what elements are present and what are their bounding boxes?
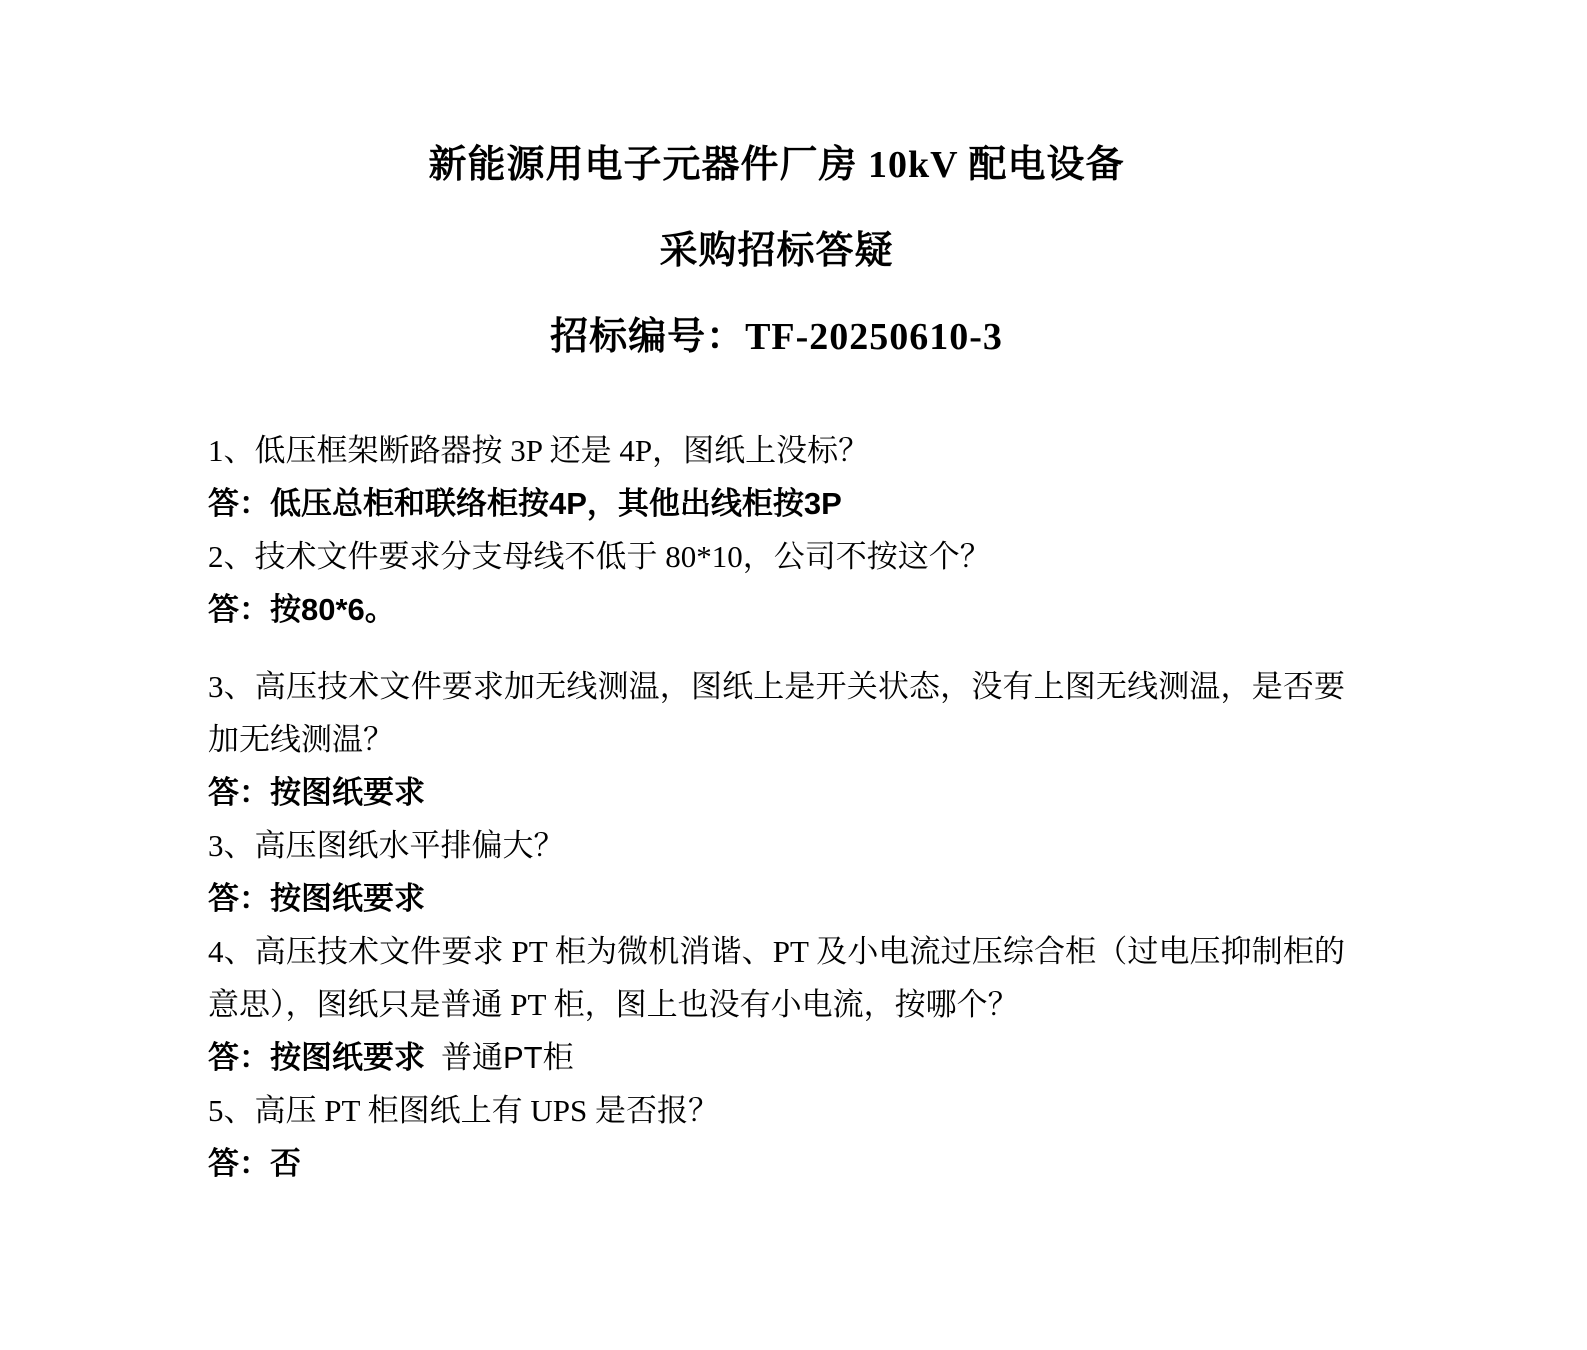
- qa-item-4: [208, 819, 1345, 925]
- document-title: 新能源用电子元器件厂房 10kV 配电设备: [428, 144, 1125, 186]
- answer-suffix: 普通PT柜: [441, 1040, 574, 1075]
- answer-main: 答：低压总柜和联络柜按4P，其他出线柜按3P: [208, 486, 842, 521]
- question-text: 3、高压技术文件要求加无线测温，图纸上是开关状态，没有上图无线测温，是否要加无线测温？: [208, 669, 1345, 757]
- answer-main: 答：按80*6。: [208, 592, 396, 627]
- answer-main: 答：按图纸要求: [208, 775, 425, 810]
- answer-text: [208, 1031, 1345, 1084]
- qa-item-3: [208, 660, 1345, 819]
- answer-text: [208, 872, 1345, 925]
- question-text: 2、技术文件要求分支母线不低于 80*10，公司不按这个？: [208, 539, 991, 574]
- answer-text: [208, 766, 1345, 819]
- question-text: 1、低压框架断路器按 3P 还是 4P，图纸上没标？: [208, 433, 870, 468]
- qa-section: [208, 424, 1345, 1190]
- bid-number: 招标编号：TF-20250610-3: [550, 316, 1003, 358]
- answer-text: [208, 1137, 1345, 1190]
- document-header: [208, 140, 1345, 362]
- qa-item-6: [208, 1084, 1345, 1190]
- answer-text: [208, 477, 1345, 530]
- answer-main: 答：按图纸要求: [208, 881, 425, 916]
- question-text: 4、高压技术文件要求 PT 柜为微机消谐、PT 及小电流过压综合柜（过电压抑制柜的意思），图纸只是普通 PT 柜，图上也没有小电流，按哪个？: [208, 934, 1345, 1022]
- question-text: 5、高压 PT 柜图纸上有 UPS 是否报？: [208, 1093, 719, 1128]
- qa-item-2: [208, 530, 1345, 636]
- question-text: 3、高压图纸水平排偏大？: [208, 828, 565, 863]
- answer-main: 答：否: [208, 1146, 301, 1181]
- answer-main: 答：按图纸要求: [208, 1040, 425, 1075]
- document-subtitle: 采购招标答疑: [659, 230, 894, 272]
- qa-item-5: [208, 925, 1345, 1084]
- qa-item-1: [208, 424, 1345, 530]
- answer-text: [208, 583, 1345, 636]
